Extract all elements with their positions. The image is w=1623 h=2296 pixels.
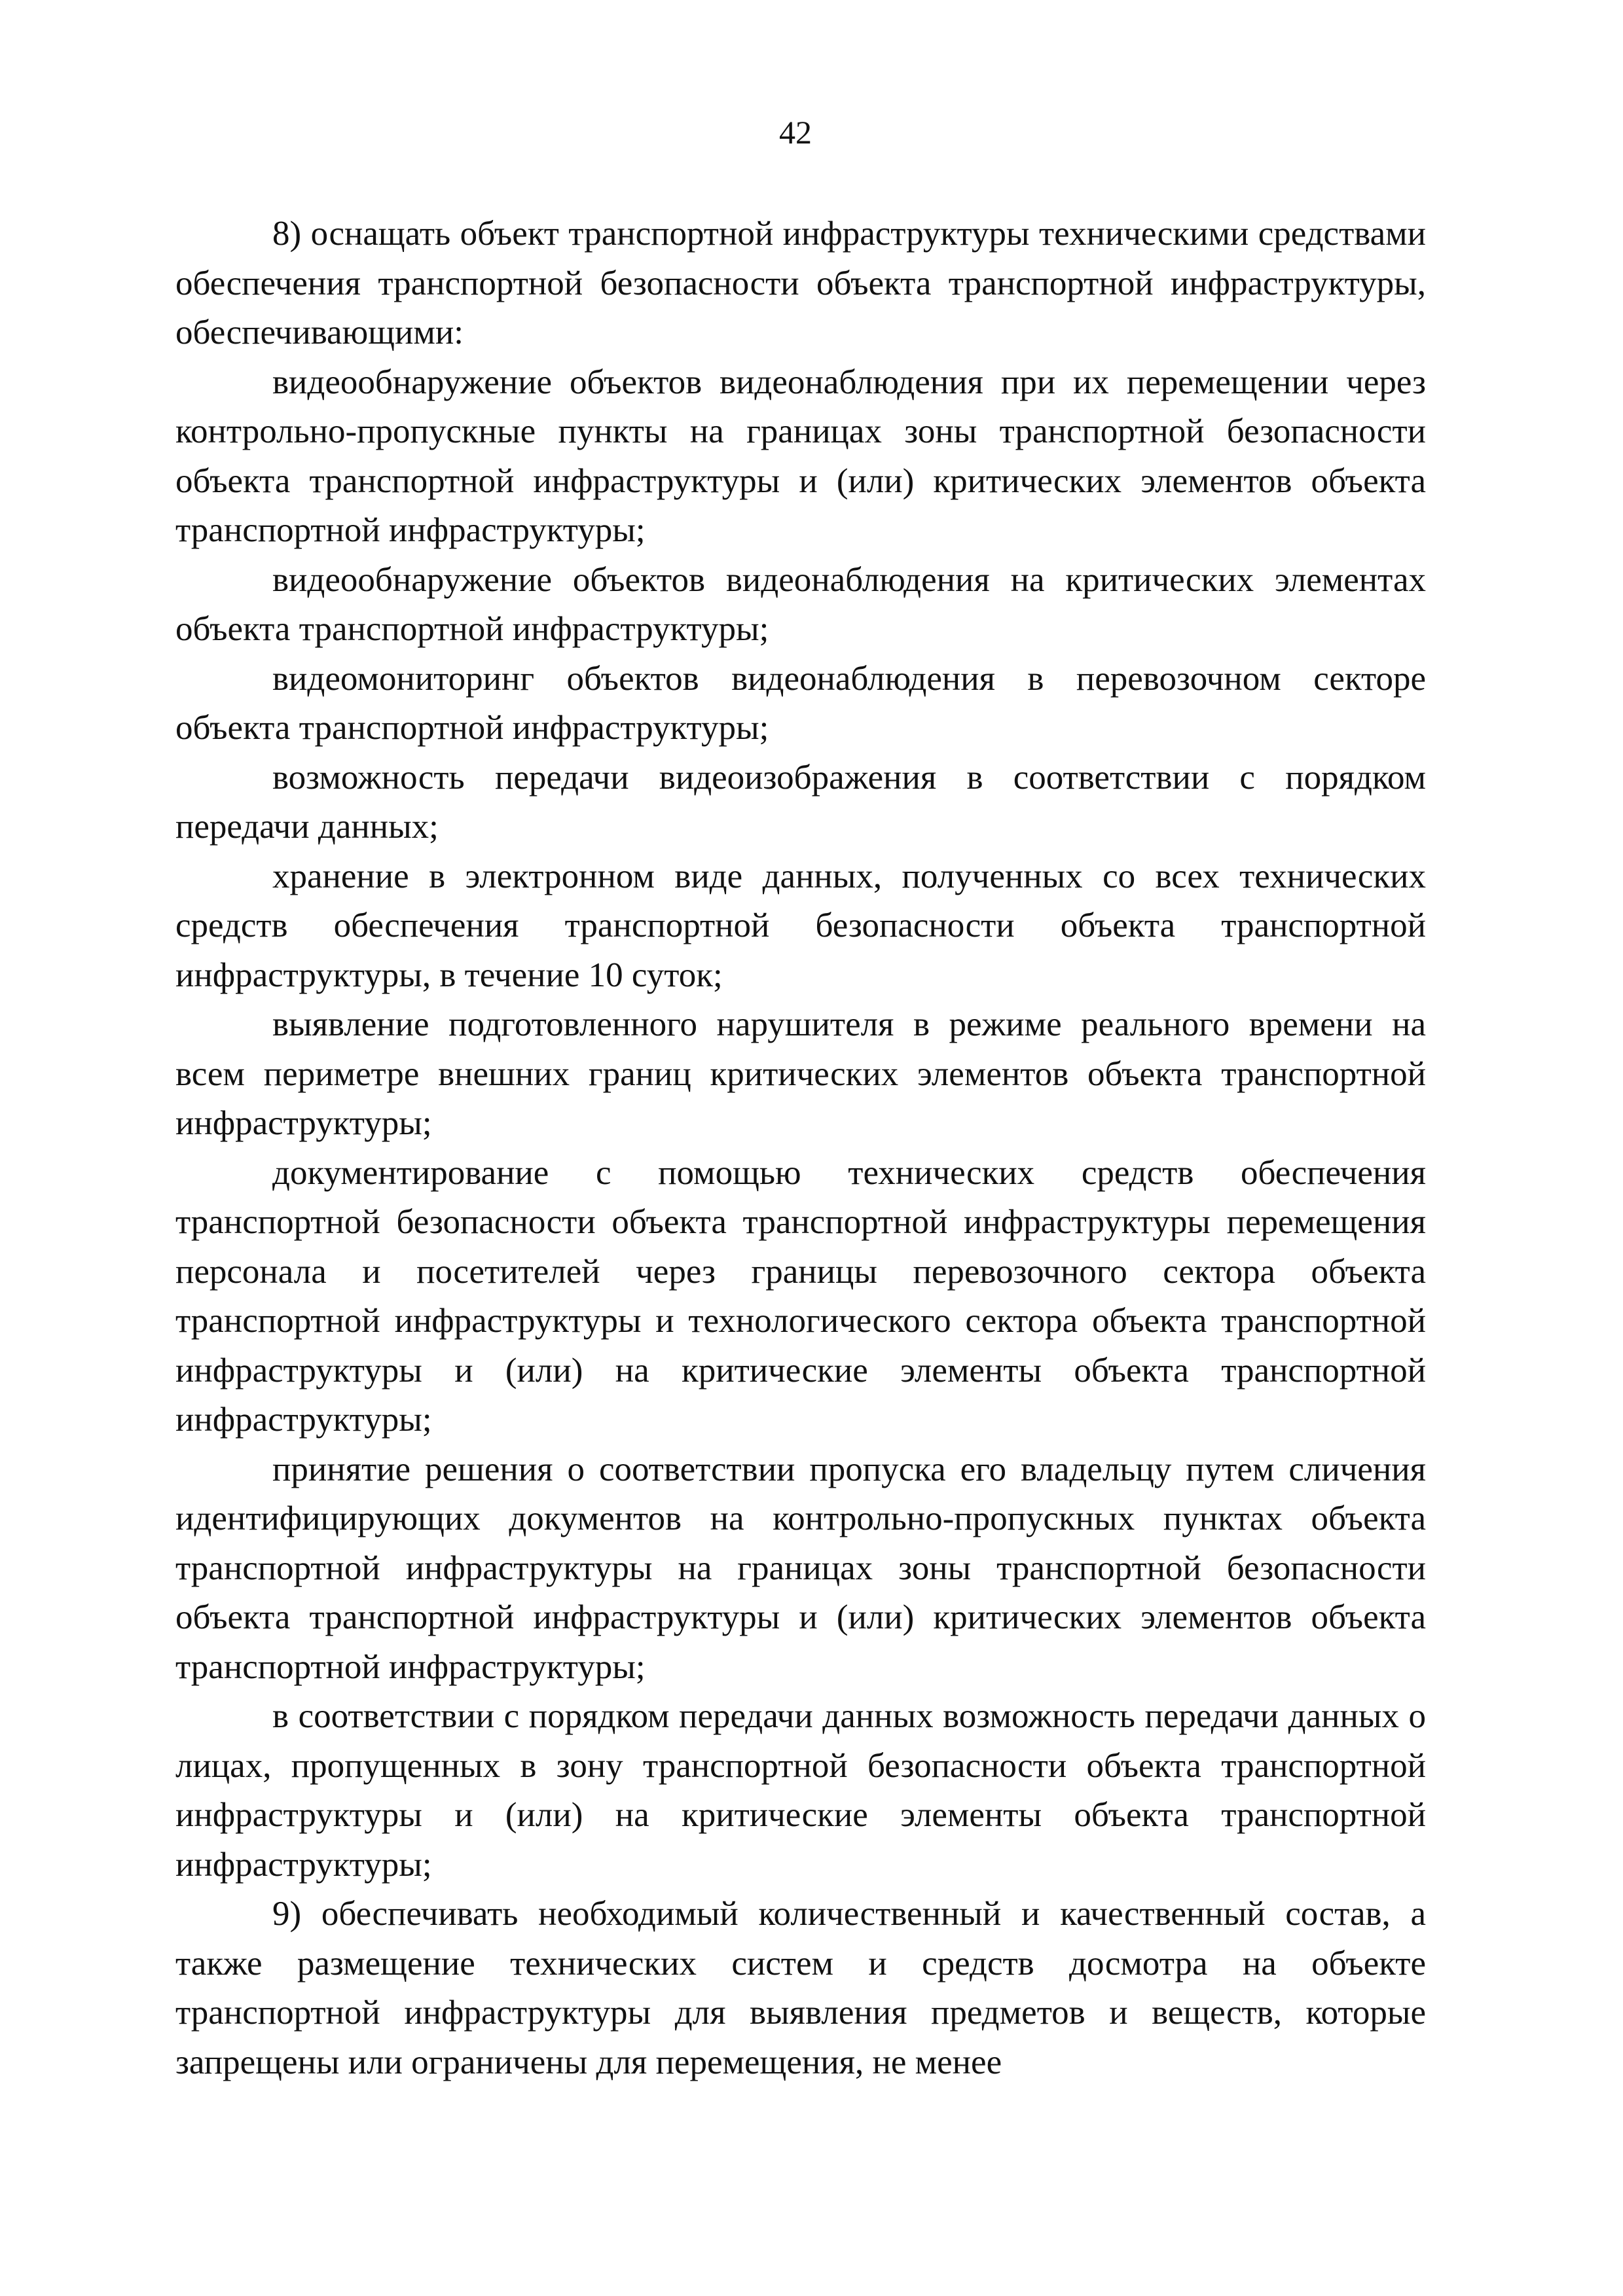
document-body: [175, 209, 1426, 2087]
paragraph-item-9: 9) обеспечивать необходимый количественный и качественный состав, а также размещение технических систем и средств досмотра на объекте транспортной инфраструктуры для выявления предметов и веществ, которые запрещены или ограничены для перемещения, не менее: [175, 1895, 1426, 2081]
paragraph-item-8: 8) оснащать объект транспортной инфраструктуры техническими средствами обеспечения транспортной безопасности объекта транспортной инфраструктуры, обеспечивающими:: [175, 215, 1426, 351]
paragraph-intruder-detection: выявление подготовленного нарушителя в режиме реального времени на всем периметре внешних границ критических элементов объекта транспортной инфраструктуры;: [175, 1005, 1426, 1142]
paragraph-video-monitoring: видеомониторинг объектов видеонаблюдения в перевозочном секторе объекта транспортной инфраструктуры;: [175, 659, 1426, 747]
paragraph-video-detection-checkpoints: видеообнаружение объектов видеонаблюдения при их перемещении через контрольно-пропускные пункты на границах зоны транспортной безопасности объекта транспортной инфраструктуры и (или) критических элементов объекта транспортной инфраструктуры;: [175, 363, 1426, 549]
page-number: 42: [779, 114, 812, 151]
paragraph-pass-verification: принятие решения о соответствии пропуска его владельцу путем сличения идентифицирующих документов на контрольно-пропускных пунктах объекта транспортной инфраструктуры на границах зоны транспортной безопасности объекта транспортной инфраструктуры и (или) критических элементов объекта транспортной инфраструктуры;: [175, 1450, 1426, 1686]
paragraph-documenting-movement: документирование с помощью технических средств обеспечения транспортной безопасности объекта транспортной инфраструктуры перемещения персонала и посетителей через границы перевозочного сектора объекта транспортной инфраструктуры и технологического сектора объекта транспортной инфраструктуры и (или) на критические элементы объекта транспортной инфраструктуры;: [175, 1153, 1426, 1439]
paragraph-data-storage: хранение в электронном виде данных, полученных со всех технических средств обеспечения транспортной безопасности объекта транспортной инфраструктуры, в течение 10 суток;: [175, 857, 1426, 994]
paragraph-data-on-persons: в соответствии с порядком передачи данных возможность передачи данных о лицах, пропущенных в зону транспортной безопасности объекта транспортной инфраструктуры и (или) на критические элементы объекта транспортной инфраструктуры;: [175, 1697, 1426, 1884]
paragraph-video-detection-critical-elements: видеообнаружение объектов видеонаблюдения на критических элементах объекта транспортной инфраструктуры;: [175, 560, 1426, 648]
paragraph-video-transmission: возможность передачи видеоизображения в соответствии с порядком передачи данных;: [175, 758, 1426, 846]
